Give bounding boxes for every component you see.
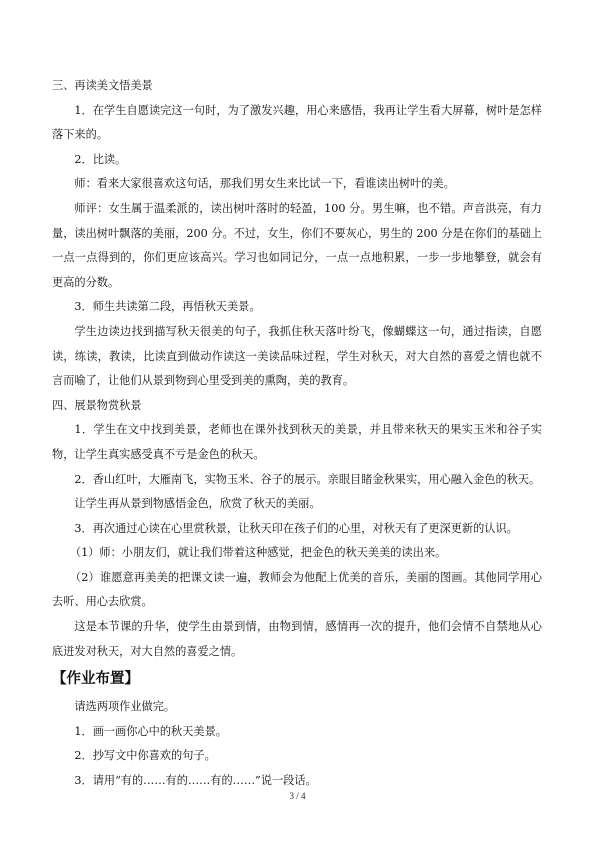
paragraph: 学生边读边找到描写秋天很美的句子，我抓住秋天落叶纷飞，像蝴蝶这一句，通过指读，自愿读，练读，教读，比读直到做动作读这一美读品味过程，学生对秋天，对大自然的喜爱之情也就不言而喻了，让他们从景到物到心里受到美的熏陶，美的教育。 — [52, 324, 542, 388]
section-heading-3: 三、再读美文悟美景 — [52, 79, 153, 92]
paragraph: 师评：女生属于温柔派的，读出树叶落时的轻盈，100 分。男生嘛，也不错。声音洪亮，有力量，读出树叶飘落的美丽，200 分。不过，女生，你们不要灰心，男生的 200 分是在你们的基础上一点一点得到的，你们更应该高兴。学习也如同记分，一点一点地积累，一步一步地攀登，就会有更高的分数。 — [52, 201, 542, 289]
paragraph: 3．再次通过心读在心里赏秋景，让秋天印在孩子们的心里，对秋天有了更深更新的认识。 — [74, 521, 518, 535]
paragraph: 1．在学生自愿读完这一句时，为了激发兴趣，用心来感悟，我再让学生看大屏幕，树叶是怎样落下来的。 — [52, 103, 542, 142]
homework-intro: 请选两项作业做完。 — [74, 700, 176, 714]
paragraph: 师：看来大家很喜欢这句话，那我们男女生来比试一下，看谁读出树叶的美。 — [74, 177, 455, 191]
document-body — [52, 74, 542, 794]
homework-heading: 【作业布置】 — [52, 671, 139, 688]
page-number: 3 / 4 — [289, 791, 306, 801]
paragraph: （2）谁愿意再美美的把课文读一遍，教师会为他配上优美的音乐，美丽的图画。其他同学用心去听、用心去欣赏。 — [52, 570, 542, 609]
paragraph: 1．学生在文中找到美景，老师也在课外找到秋天的美景，并且带来秋天的果实玉米和谷子实物，让学生真实感受真不亏是金色的秋天。 — [52, 423, 542, 461]
paragraph: 2．香山红叶，大雁南飞，实物玉米、谷子的展示。亲眼目睹金秋果实，用心融入金色的秋天。 — [74, 472, 541, 486]
homework-item: 3．请用“有的……有的……有的……”说一段话。 — [74, 774, 317, 788]
section-heading-4: 四、展景物赏秋景 — [52, 398, 142, 412]
paragraph: （1）师：小朋友们，就让我们带着这种感觉，把金色的秋天美美的读出来。 — [69, 546, 447, 560]
homework-item: 1．画一画你心中的秋天美景。 — [74, 724, 227, 738]
paragraph: 3．师生共读第二段，再悟秋天美景。 — [74, 300, 261, 314]
paragraph: 2．比读。 — [74, 152, 127, 166]
paragraph: 让学生再从景到物感悟金色，欣赏了秋天的美丽。 — [74, 497, 321, 511]
homework-item: 2．抄写文中你喜欢的句子。 — [74, 749, 216, 763]
paragraph: 这是本节课的升华，使学生由景到情，由物到情，感情再一次的提升，他们会情不自禁地从心底迸发对秋天，对大自然的喜爱之情。 — [52, 620, 542, 658]
